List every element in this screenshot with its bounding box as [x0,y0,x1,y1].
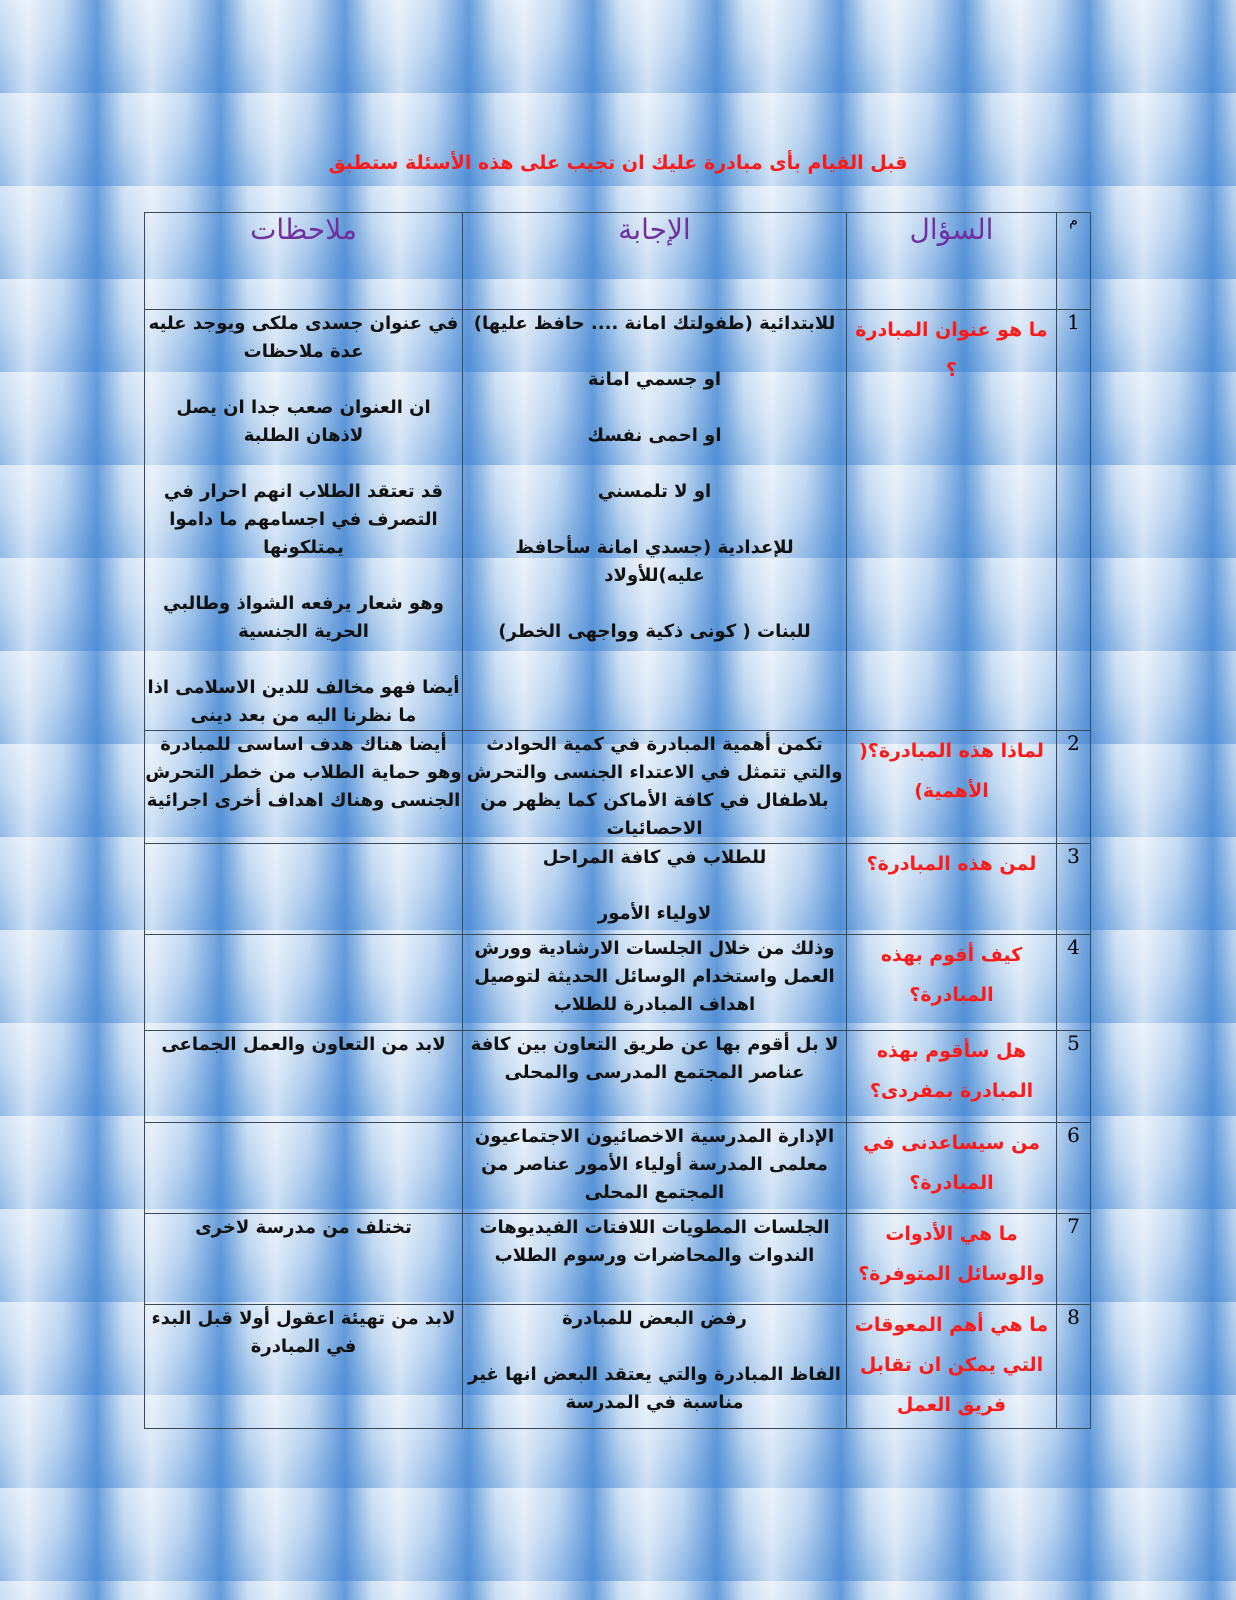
header-num: م [1057,213,1091,310]
answer-line: الجلسات المطويات اللافتات الفيديوهات الندوات والمحاضرات ورسوم الطلاب [479,1217,830,1266]
row-notes [145,1123,463,1214]
answer-line: لاولياء الأمور [597,903,712,924]
row-answer [463,1031,847,1123]
header-question: السؤال [847,213,1057,310]
answer-line: للإعدادية (جسدي امانة سأحافظ عليه)للأولاد [515,537,794,586]
row-number: 5 [1057,1031,1091,1123]
row-question: لمن هذه المبادرة؟ [847,844,1057,935]
page-title: قبل القيام بأى مبادرة عليك ان تجيب على هذه الأسئلة ستطبق [328,152,908,174]
table-row [145,1305,1091,1429]
answer-line: للابتدائية (طفولتك امانة .... حافظ عليها) [473,313,836,334]
row-question: ما هي الأدوات والوسائل المتوفرة؟ [847,1214,1057,1305]
answer-line: او لا تلمسني [597,481,712,502]
notes-line: لابد من التعاون والعمل الجماعى [161,1034,446,1055]
notes-line: تختلف من مدرسة لاخرى [195,1217,412,1238]
header-answer: الإجابة [463,213,847,310]
row-question: ما هي أهم المعوقات التي يمكن ان تقابل فريق العمل [847,1305,1057,1429]
row-notes [145,731,463,844]
row-question: هل سأقوم بهذه المبادرة بمفردى؟ [847,1031,1057,1123]
row-number: 6 [1057,1123,1091,1214]
row-answer [463,1123,847,1214]
row-question: كيف أقوم بهذه المبادرة؟ [847,935,1057,1031]
notes-line: وهو شعار يرفعه الشواذ وطالبي الحرية الجنسية [163,593,444,642]
row-question: ما هو عنوان المبادرة ؟ [847,310,1057,731]
row-notes [145,1031,463,1123]
row-answer [463,1305,847,1429]
table-row [145,310,1091,731]
initiative-questions-table [144,212,1091,1429]
row-number: 7 [1057,1214,1091,1305]
row-notes [145,844,463,935]
answer-line: تكمن أهمية المبادرة في كمية الحوادث والتي تتمثل في الاعتداء الجنسى والتحرش بلاطفال في كافة الأماكن كما يظهر من الاحصائيات [466,734,843,839]
row-notes [145,1214,463,1305]
row-answer [463,844,847,935]
answer-line: لا بل أقوم بها عن طريق التعاون بين كافة عناصر المجتمع المدرسى والمحلى [470,1034,839,1083]
row-answer [463,731,847,844]
row-answer [463,310,847,731]
table-row [145,1214,1091,1305]
row-notes [145,310,463,731]
table-row [145,731,1091,844]
answer-line: للطلاب في كافة المراحل [542,847,767,868]
row-question: لماذا هذه المبادرة؟( الأهمية) [847,731,1057,844]
row-number: 8 [1057,1305,1091,1429]
row-question: من سيساعدنى في المبادرة؟ [847,1123,1057,1214]
notes-line: أيضا فهو مخالف للدين الاسلامى اذا ما نظرنا اليه من بعد دينى [147,677,460,726]
row-notes [145,935,463,1031]
table-header-row [145,213,1091,310]
answer-line: الإدارة المدرسية الاخصائيون الاجتماعيون معلمى المدرسة أولياء الأمور عناصر من المجتمع المحلى [474,1126,835,1203]
row-number: 1 [1057,310,1091,731]
table-row [145,844,1091,935]
table-row [145,935,1091,1031]
answer-line: او جسمي امانة [587,369,722,390]
answer-line: وذلك من خلال الجلسات الارشادية وورش العمل واستخدام الوسائل الحديثة لتوصيل اهداف المبادرة للطلاب [474,938,835,1015]
notes-line: ان العنوان صعب جدا ان يصل لاذهان الطلبة [176,397,431,446]
table-row [145,1031,1091,1123]
notes-line: قد تعتقد الطلاب انهم احرار في التصرف في اجسامهم ما داموا يمتلكونها [163,481,444,558]
header-notes: ملاحظات [145,213,463,310]
notes-line: في عنوان جسدى ملكى ويوجد عليه عدة ملاحظات [148,313,459,362]
answer-line: رفض البعض للمبادرة [562,1308,747,1329]
row-answer [463,1214,847,1305]
row-number: 3 [1057,844,1091,935]
row-number: 2 [1057,731,1091,844]
answer-line: او احمى نفسك [587,425,722,446]
table-row [145,1123,1091,1214]
notes-line: لابد من تهيئة اعقول أولا قبل البدء في المبادرة [151,1308,456,1357]
row-number: 4 [1057,935,1091,1031]
row-notes [145,1305,463,1429]
notes-line: أيضا هناك هدف اساسى للمبادرة وهو حماية الطلاب من خطر التحرش الجنسى وهناك اهداف أخرى اجرائية [145,734,462,811]
answer-line: الفاظ المبادرة والتي يعتقد البعض انها غير مناسبة في المدرسة [468,1364,841,1413]
row-answer [463,935,847,1031]
answer-line: للبنات ( كونى ذكية وواجهى الخطر) [498,621,811,642]
